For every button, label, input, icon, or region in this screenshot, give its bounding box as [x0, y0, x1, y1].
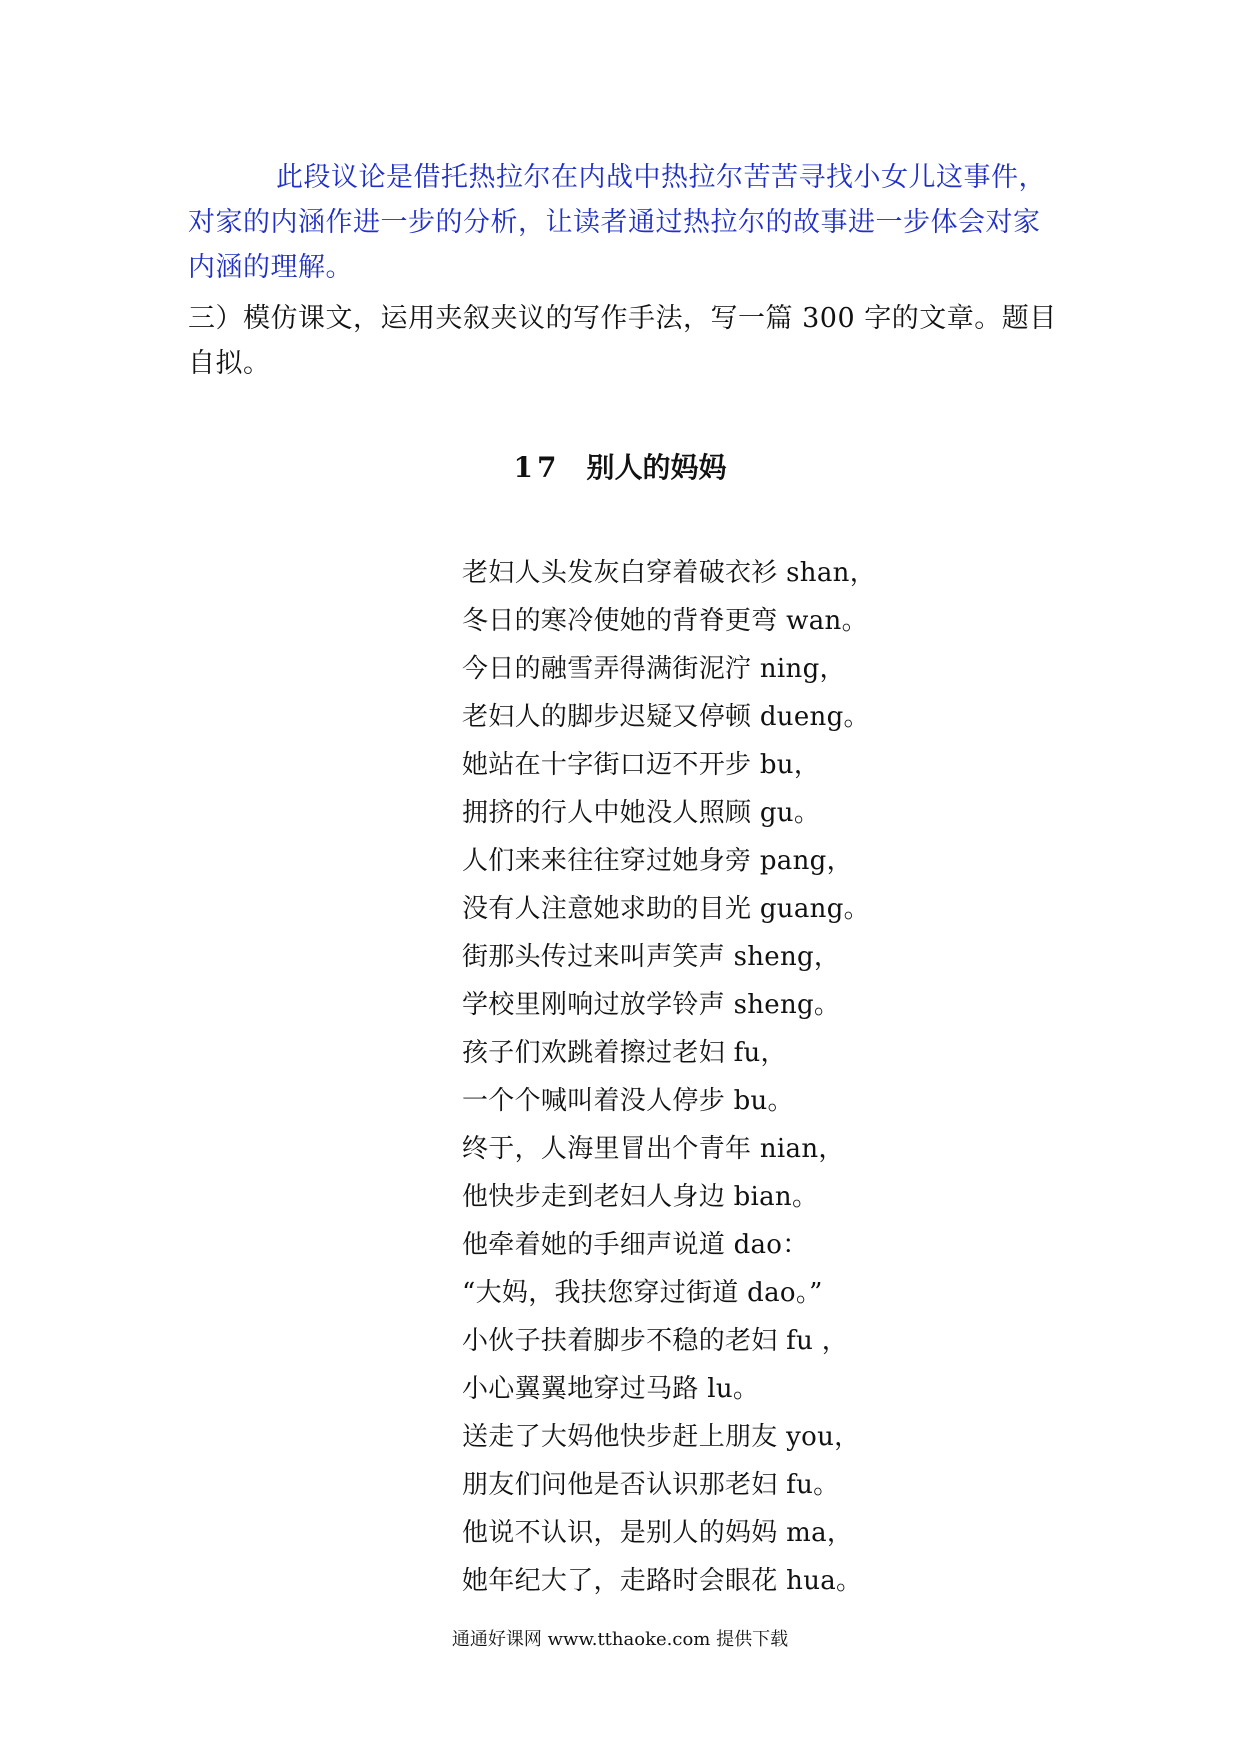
poem-line: 她年纪大了，走路时会眼花 hua。: [462, 1566, 863, 1596]
poem: [462, 549, 876, 1605]
lesson-title: [0, 448, 1240, 488]
poem-line: 她站在十字街口迈不开步 bu，: [462, 750, 821, 780]
writing-task: 三）模仿课文，运用夹叙夹议的写作手法，写一篇 300 字的文章。题目自拟。: [188, 303, 1057, 379]
poem-line: 学校里刚响过放学铃声 sheng。: [462, 990, 841, 1020]
poem-line: 冬日的寒冷使她的背脊更弯 wan。: [462, 606, 868, 636]
page-footer: 通通好课网 www.tthaoke.com 提供下载: [451, 1629, 789, 1650]
poem-line: 拥挤的行人中她没人照顾 gu。: [462, 798, 821, 828]
poem-line: 他牵着她的手细声说道 dao：: [462, 1230, 809, 1260]
poem-line: 他快步走到老妇人身边 bian。: [462, 1182, 819, 1212]
poem-line: 朋友们问他是否认识那老妇 fu。: [462, 1470, 840, 1500]
poem-line: 小伙子扶着脚步不稳的老妇 fu ，: [462, 1326, 848, 1356]
poem-line: 街那头传过来叫声笑声 sheng，: [462, 942, 841, 972]
poem-line: 送走了大妈他快步赶上朋友 you，: [462, 1422, 861, 1452]
poem-line: 人们来来往往穿过她身旁 pang，: [462, 846, 853, 876]
poem-line: “大妈，我扶您穿过街道 dao。”: [462, 1278, 823, 1308]
poem-line: 老妇人的脚步迟疑又停顿 dueng。: [462, 702, 870, 732]
poem-line: 小心翼翼地穿过马路 lu。: [462, 1374, 760, 1404]
poem-line: 老妇人头发灰白穿着破衣衫 shan，: [462, 558, 876, 588]
poem-line: 终于，人海里冒出个青年 nian，: [462, 1134, 845, 1164]
poem-line: 今日的融雪弄得满街泥泞 ning，: [462, 654, 846, 684]
poem-line: 他说不认识，是别人的妈妈 ma，: [462, 1518, 854, 1548]
poem-line: 孩子们欢跳着擦过老妇 fu，: [462, 1038, 787, 1068]
lesson-number: 17: [513, 451, 561, 484]
lesson-title-text: 别人的妈妈: [586, 451, 727, 484]
poem-line: 没有人注意她求助的目光 guang。: [462, 894, 870, 924]
intro-paragraph: 此段议论是借托热拉尔在内战中热拉尔苦苦寻找小女儿这事件，对家的内涵作进一步的分析，让读者通过热拉尔的故事进一步体会对家内涵的理解。: [188, 162, 1046, 283]
poem-line: 一个个喊叫着没人停步 bu。: [462, 1086, 794, 1116]
